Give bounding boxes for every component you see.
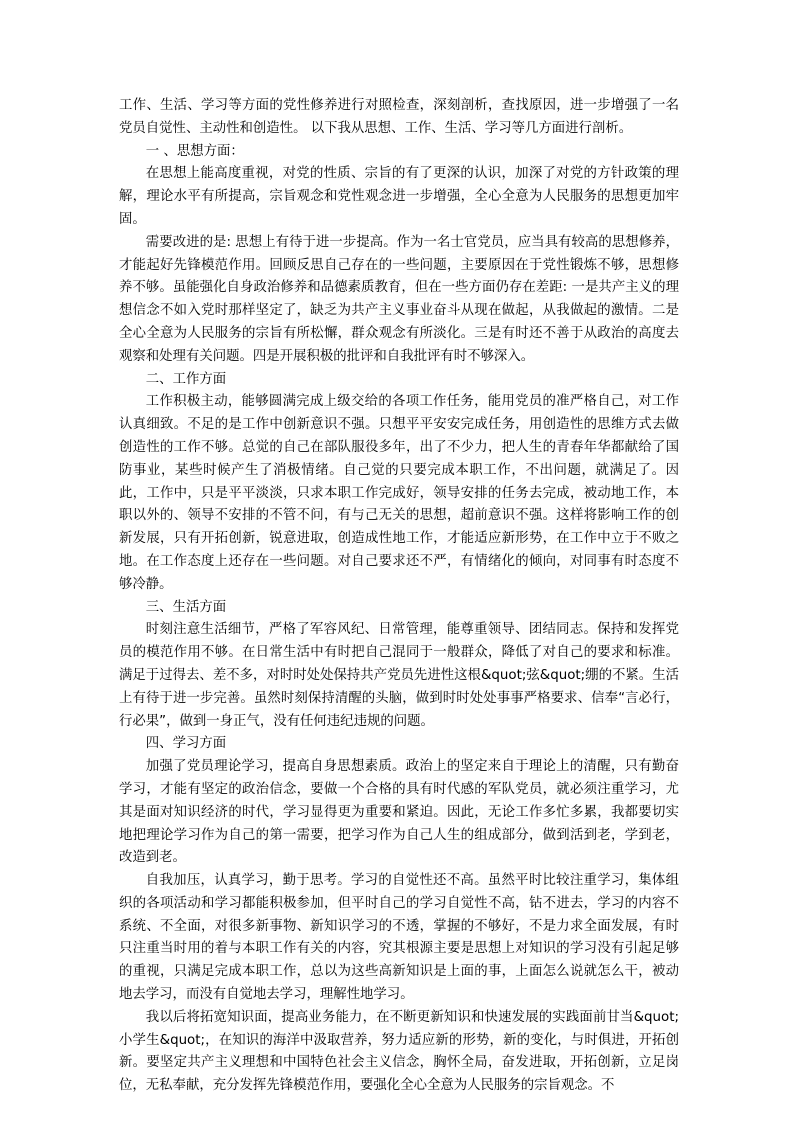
intro-paragraph: 工作、生活、学习等方面的党性修养进行对照检查，深刻剖析，查找原因，进一步增强了一名党员自觉性、主动性和创造性。 以下我从思想、工作、生活、学习等几方面进行剖析。 (119, 98, 679, 136)
paragraph: 需要改进的是: 思想上有待于进一步提高。作为一名士官党员，应当具有较高的思想修养，才能起好先锋模范作用。回顾反思自己存在的一些问题，主要原因在于党性锻炼不够，思想修养不够。虽能强化自身政治修养和品德素质教育，但在一些方面仍存在差距: 一是共产主义的理想信念不如入党时那样坚定了，缺乏为共产主义事业奋斗从现在做起，从我做起的激情。二是全心全意为人民服务的宗旨有所松懈，群众观念有所淡化。三是有时还不善于从政治的高度去观察和处理有关问题。四是开展积极的批评和自我批评有时不够深入。 (119, 234, 679, 364)
paragraph: 工作积极主动，能够圆满完成上级交给的各项工作任务，能用党员的准严格自己，对工作认真细致。不足的是工作中创新意识不强。只想平平安安完成任务，用创造性的思维方式去做创造性的工作不够。总觉的自己在部队服役多年，出了不少力，把人生的青春年华都献给了国防事业，某些时候产生了消极情绪。自己觉的只要完成本职工作，不出问题，就满足了。因此，工作中，只是平平淡淡，只求本职工作完成好，领导安排的任务去完成，被动地工作，本职以外的、领导不安排的不管不问，有与己无关的思想，超前意识不强。这样将影响工作的创新发展，只有开拓创新，锐意进取，创造成性地工作，才能适应新形势，在工作中立于不败之地。在工作态度上还存在一些问题。对自己要求还不严，有情绪化的倾向，对同事有时态度不够冷静。 (119, 394, 679, 592)
paragraph: 自我加压，认真学习，勤于思考。学习的自觉性还不高。虽然平时比较注重学习，集体组织的各项活动和学习都能积极参加，但平时自己的学习自觉性不高，钻不进去，学习的内容不系统、不全面，对很多新事物、新知识学习的不透，掌握的不够好，不是力求全面发展，有时只注重当时用的着与本职工作有关的内容，究其根源主要是思想上对知识的学习没有引起足够的重视，只满足完成本职工作，总以为这些高新知识是上面的事，上面怎么说就怎么干，被动地去学习，而没有自觉地去学习，理解性地学习。 (119, 873, 679, 1003)
section-heading-life: 三、生活方面 (145, 599, 227, 615)
paragraph: 加强了党员理论学习，提高自身思想素质。政治上的坚定来自于理论上的清醒，只有勤奋学习，才能有坚定的政治信念，要做一个合格的具有时代感的军队党员，就必须注重学习，尤其是面对知识经济的时代，学习显得更为重要和紧迫。因此，无论工作多忙多累，我都要切实地把理论学习作为自己的第一需要，把学习作为自己人生的组成部分，做到活到老，学到老，改造到老。 (119, 759, 679, 866)
section-heading-thought: 一 、思想方面： (145, 143, 244, 159)
paragraph: 时刻注意生活细节，严格了军容风纪、日常管理，能尊重领导、团结同志。保持和发挥党员的模范作用不够。在日常生活中有时把自己混同于一般群众，降低了对自己的要求和标准。满足于过得去、差不多，对时时处处保持共产党员先进性这根&quot;弦&quot;绷的不紧。生活上有待于进一步完善。虽然时刻保持清醒的头脑，做到时时处处事事严格要求、信奉“言必行，行必果”，做到一身正气，没有任何违纪违规的问题。 (119, 622, 679, 729)
document-body (119, 95, 679, 1098)
section-heading-work: 二、工作方面 (145, 371, 227, 387)
section-heading-study: 四、学习方面 (145, 736, 227, 752)
paragraph: 我以后将拓宽知识面，提高业务能力，在不断更新知识和快速发展的实践面前甘当&quot;小学生&quot;，在知识的海洋中汲取营养，努力适应新的形势，新的变化，与时俱进，开拓创新。要坚定共产主义理想和中国特色社会主义信念，胸怀全局，奋发进取，开拓创新，立足岗位，无私奉献，充分发挥先锋模范作用，要强化全心全意为人民服务的宗旨观念。不 (119, 1009, 679, 1094)
paragraph: 在思想上能高度重视，对党的性质、宗旨的有了更深的认识，加深了对党的方针政策的理解，理论水平有所提高，宗旨观念和党性观念进一步增强，全心全意为人民服务的思想更加牢固。 (119, 166, 679, 227)
